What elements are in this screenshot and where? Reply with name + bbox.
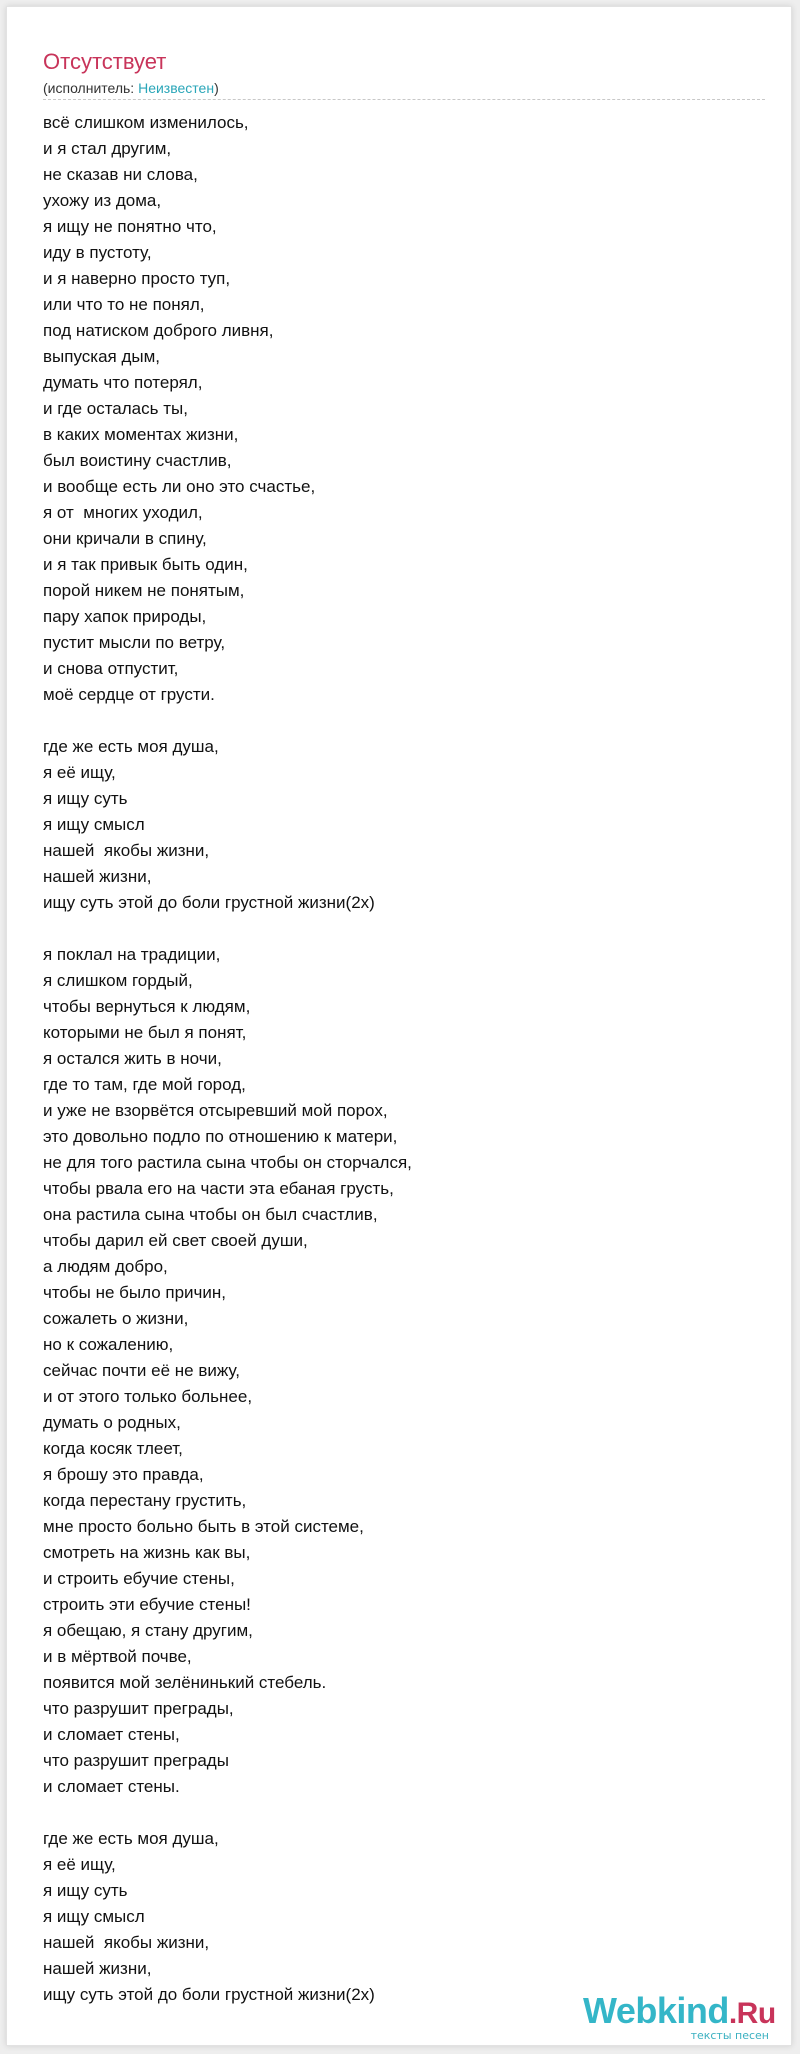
lyric-line: и я так привык быть один,	[43, 555, 248, 574]
lyric-line: а людям добро,	[43, 1257, 168, 1276]
artist-prefix: (исполнитель:	[43, 80, 139, 96]
lyric-line: и сломает стены,	[43, 1725, 180, 1744]
lyric-line: сейчас почти её не вижу,	[43, 1361, 240, 1380]
lyric-line: чтобы не было причин,	[43, 1283, 227, 1302]
lyric-line: но к сожалению,	[43, 1335, 174, 1354]
lyric-line: нашей жизни,	[43, 867, 152, 886]
lyric-line: чтобы дарил ей свет своей души,	[43, 1231, 308, 1250]
lyric-line: сожалеть о жизни,	[43, 1309, 189, 1328]
lyrics-stanza	[43, 734, 743, 916]
lyric-line: или что то не понял,	[43, 295, 205, 314]
lyric-line: я ищу смысл	[43, 815, 145, 834]
lyric-line: я слишком гордый,	[43, 971, 193, 990]
lyric-line: я ищу смысл	[43, 1907, 145, 1926]
lyric-line: я поклал на традиции,	[43, 945, 221, 964]
logo-tagline: тексты песен	[690, 2029, 769, 2042]
lyric-line: я её ищу,	[43, 763, 116, 782]
lyric-line: и от этого только больнее,	[43, 1387, 253, 1406]
logo-domain: .Ru	[728, 1997, 776, 2030]
song-title: Отсутствует	[43, 49, 167, 74]
lyric-line: и где осталась ты,	[43, 399, 188, 418]
lyric-line: смотреть на жизнь как вы,	[43, 1543, 251, 1562]
lyric-line: которыми не был я понят,	[43, 1023, 247, 1042]
lyric-line: я от многих уходил,	[43, 503, 203, 522]
lyric-line: она растила сына чтобы он был счастлив,	[43, 1205, 378, 1224]
lyric-line: я обещаю, я стану другим,	[43, 1621, 253, 1640]
lyric-line: появится мой зелёнинький стебель.	[43, 1673, 327, 1692]
lyric-line: и уже не взорвётся отсыревший мой порох,	[43, 1101, 388, 1120]
lyric-line: что разрушит преграды	[43, 1751, 229, 1770]
lyric-line: иду в пустоту,	[43, 243, 152, 262]
lyric-line: думать о родных,	[43, 1413, 181, 1432]
lyric-line: и вообще есть ли оно это счастье,	[43, 477, 316, 496]
lyric-line: чтобы рвала его на части эта ебаная грусть,	[43, 1179, 394, 1198]
lyric-line: когда перестану грустить,	[43, 1491, 247, 1510]
lyric-line: где же есть моя душа,	[43, 1829, 219, 1848]
lyric-line: выпуская дым,	[43, 347, 161, 366]
lyric-line: я остался жить в ночи,	[43, 1049, 222, 1068]
lyric-line: и строить ебучие стены,	[43, 1569, 235, 1588]
lyric-line: всё слишком изменилось,	[43, 113, 249, 132]
lyric-line: и я стал другим,	[43, 139, 172, 158]
logo-wordmark	[583, 1991, 783, 2034]
webkind-logo[interactable]	[583, 1991, 783, 2051]
lyric-line: пустит мысли по ветру,	[43, 633, 226, 652]
lyric-line: нашей жизни,	[43, 1959, 152, 1978]
lyric-line: я ищу не понятно что,	[43, 217, 217, 236]
lyric-line: чтобы вернуться к людям,	[43, 997, 251, 1016]
lyric-line: пару хапок природы,	[43, 607, 207, 626]
lyric-line: ищу суть этой до боли грустной жизни(2х)	[43, 1985, 375, 2004]
lyric-line: строить эти ебучие стены!	[43, 1595, 251, 1614]
artist-link[interactable]: Неизвестен	[138, 80, 215, 96]
header-divider	[43, 99, 765, 100]
lyric-line: ищу суть этой до боли грустной жизни(2х)	[43, 893, 375, 912]
lyric-line: и в мёртвой почве,	[43, 1647, 192, 1666]
logo-brand: Webkind	[583, 1990, 729, 2031]
artist-line	[43, 79, 219, 97]
lyric-line: не для того растила сына чтобы он сторчался,	[43, 1153, 412, 1172]
artist-suffix: )	[214, 80, 219, 96]
lyric-line: я ищу суть	[43, 789, 128, 808]
lyric-line: это довольно подло по отношению к матери,	[43, 1127, 398, 1146]
lyric-line: был воистину счастлив,	[43, 451, 232, 470]
lyrics-stanza	[43, 1826, 743, 2008]
lyric-line: и снова отпустит,	[43, 659, 179, 678]
lyric-line: где же есть моя душа,	[43, 737, 219, 756]
lyric-line: что разрушит преграды,	[43, 1699, 234, 1718]
lyric-line: я брошу это правда,	[43, 1465, 204, 1484]
lyric-line: где то там, где мой город,	[43, 1075, 246, 1094]
lyric-line: и я наверно просто туп,	[43, 269, 231, 288]
lyric-line: я ищу суть	[43, 1881, 128, 1900]
lyric-line: я её ищу,	[43, 1855, 116, 1874]
lyric-line: мне просто больно быть в этой системе,	[43, 1517, 364, 1536]
lyric-line: нашей якобы жизни,	[43, 841, 210, 860]
lyric-line: не сказав ни слова,	[43, 165, 198, 184]
lyric-line: и сломает стены.	[43, 1777, 180, 1796]
lyrics-text	[43, 110, 743, 2034]
lyric-line: в каких моментах жизни,	[43, 425, 239, 444]
lyric-line: моё сердце от грусти.	[43, 685, 215, 704]
lyric-line: нашей якобы жизни,	[43, 1933, 210, 1952]
lyrics-stanza	[43, 110, 743, 708]
lyric-line: когда косяк тлеет,	[43, 1439, 183, 1458]
lyric-line: думать что потерял,	[43, 373, 203, 392]
lyrics-page	[6, 6, 792, 2046]
lyric-line: они кричали в спину,	[43, 529, 207, 548]
lyric-line: порой никем не понятым,	[43, 581, 245, 600]
lyric-line: под натиском доброго ливня,	[43, 321, 274, 340]
lyric-line: ухожу из дома,	[43, 191, 162, 210]
lyrics-stanza	[43, 942, 743, 1800]
